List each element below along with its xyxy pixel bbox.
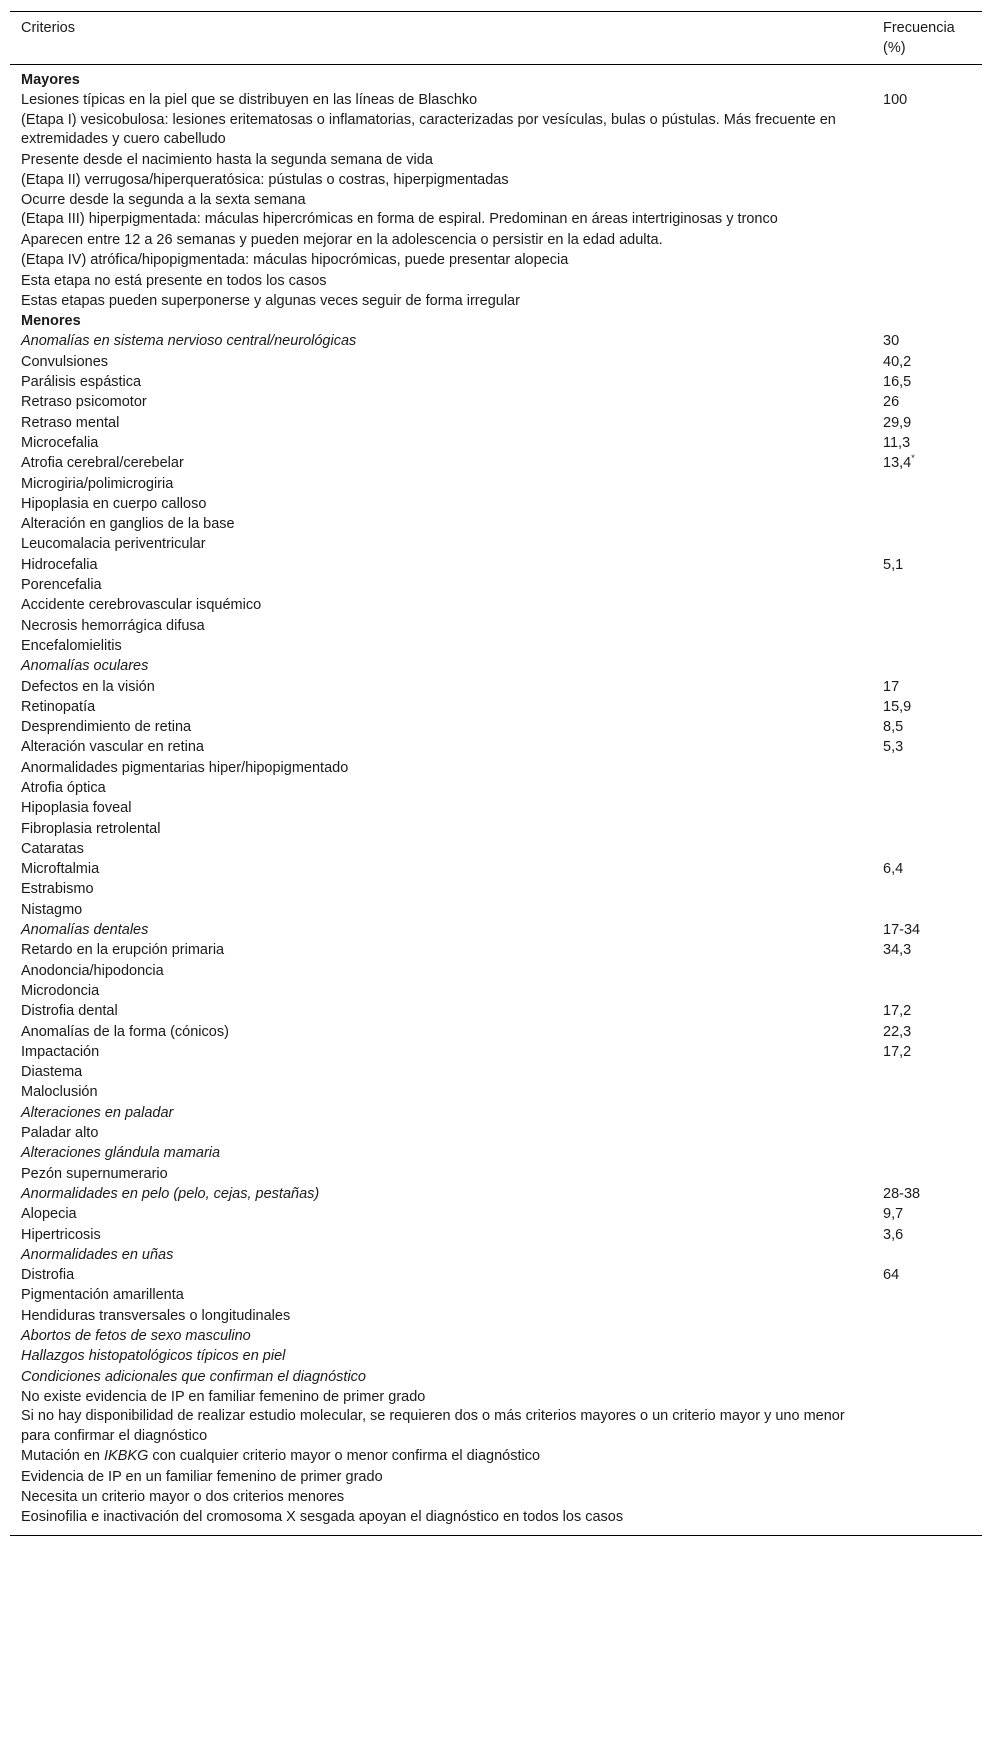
frequency-cell: [883, 1225, 982, 1245]
frequency-value: 30: [883, 333, 900, 350]
frequency-cell: [883, 111, 982, 150]
criterion-cell: Desprendimiento de retina: [21, 719, 192, 736]
frequency-cell: [883, 1001, 982, 1021]
table-header: [10, 11, 982, 65]
table-row: [10, 1306, 982, 1326]
table-row: [10, 656, 982, 676]
table-row: [10, 859, 982, 879]
criterion-cell: Si no hay disponibilidad de realizar estudio molecular, se requieren dos o más criterios mayores o un criterio mayor y uno menor para confirmar el diagnóstico: [21, 1408, 845, 1444]
frequency-cell: [883, 1022, 982, 1042]
frequency-cell: [883, 940, 982, 960]
table-row: [10, 534, 982, 554]
frequency-cell: [883, 575, 982, 595]
table-row: [10, 1164, 982, 1184]
criterion-cell: (Etapa III) hiperpigmentada: máculas hipercrómicas en forma de espiral. Predominan en áreas intertriginosas y tronco: [21, 211, 778, 228]
frequency-cell: [883, 433, 982, 453]
criterion-cell: Presente desde el nacimiento hasta la segunda semana de vida: [21, 151, 433, 168]
frequency-cell: [883, 413, 982, 433]
frequency-cell: [883, 1346, 982, 1366]
frequency-cell: [883, 1487, 982, 1507]
table-row: [10, 111, 982, 150]
frequency-value: 13,4: [883, 455, 912, 472]
criterion-cell: Anomalías oculares: [21, 658, 149, 675]
frequency-value: 8,5: [883, 719, 904, 736]
table-row: [10, 1245, 982, 1265]
table-row: [10, 170, 982, 190]
frequency-cell: [883, 961, 982, 981]
criterion-cell: Hipoplasia foveal: [21, 800, 132, 817]
criterion-cell: Condiciones adicionales que confirman el diagnóstico: [21, 1368, 366, 1385]
criterion-cell: Microgiria/polimicrogiria: [21, 475, 174, 492]
frequency-cell: [883, 859, 982, 879]
criterion-cell: Esta etapa no está presente en todos los casos: [21, 272, 327, 289]
criterion-cell: Convulsiones: [21, 353, 109, 370]
frequency-cell: [883, 1164, 982, 1184]
table-row: [10, 1082, 982, 1102]
table-row: [10, 352, 982, 372]
table-row: [10, 392, 982, 412]
frequency-cell: [883, 453, 982, 473]
frequency-cell: [883, 1123, 982, 1143]
frequency-value: 17,2: [883, 1003, 912, 1020]
criterion-cell: [10, 1446, 883, 1466]
criterion-cell: Mayores: [21, 72, 80, 88]
frequency-cell: [883, 291, 982, 311]
criterion-cell: Anormalidades en pelo (pelo, cejas, pestañas): [21, 1185, 320, 1202]
criterion-cell: (Etapa I) vesicobulosa: lesiones eritematosas o inflamatorias, caracterizadas por vesículas, bulas o pústulas. Más frecuente en extremidades y cuero cabelludo: [21, 111, 836, 148]
frequency-cell: [883, 1285, 982, 1305]
frequency-cell: [883, 778, 982, 798]
frequency-cell: [883, 311, 982, 331]
criteria-table: [10, 11, 982, 1536]
frequency-value: 6,4: [883, 861, 904, 878]
table-row: [10, 677, 982, 697]
table-row: [10, 839, 982, 859]
table-row: [10, 1204, 982, 1224]
criterion-cell: Ocurre desde la segunda a la sexta semana: [21, 192, 306, 209]
frequency-cell: [883, 250, 982, 270]
table-row: [10, 1446, 982, 1466]
table-row: [10, 595, 982, 615]
criterion-cell: Maloclusión: [21, 1084, 98, 1101]
criterion-cell: Accidente cerebrovascular isquémico: [21, 597, 262, 614]
criterion-cell: Microdoncia: [21, 982, 100, 999]
table-row: [10, 940, 982, 960]
criterion-cell: Microftalmia: [21, 861, 100, 878]
criterion-text: con cualquier criterio mayor o menor confirma el diagnóstico: [148, 1448, 541, 1465]
criterion-cell: Estas etapas pueden superponerse y algunas veces seguir de forma irregular: [21, 292, 520, 309]
frequency-value: 40,2: [883, 353, 912, 370]
frequency-value: 9,7: [883, 1206, 904, 1223]
frequency-cell: [883, 758, 982, 778]
frequency-cell: [883, 1367, 982, 1387]
criterion-cell: Encefalomielitis: [21, 637, 122, 654]
table-row: [10, 474, 982, 494]
table-row: [10, 636, 982, 656]
criterion-cell: Distrofia dental: [21, 1003, 118, 1020]
criterion-cell: Anomalías de la forma (cónicos): [21, 1023, 229, 1040]
frequency-value: 5,3: [883, 739, 904, 756]
table-row: [10, 981, 982, 1001]
frequency-cell: [883, 737, 982, 757]
criterion-cell: Fibroplasia retrolental: [21, 820, 161, 837]
criterion-cell: Anomalías dentales: [21, 922, 149, 939]
table-row: [10, 230, 982, 250]
frequency-value: 17-34: [883, 922, 921, 939]
criterion-cell: Alteraciones en paladar: [21, 1104, 174, 1121]
criterion-cell: Hipertricosis: [21, 1226, 101, 1243]
criterion-cell: (Etapa II) verrugosa/hiperqueratósica: pústulas o costras, hiperpigmentadas: [21, 171, 509, 188]
criterion-cell: Necrosis hemorrágica difusa: [21, 617, 205, 634]
table-row: [10, 1022, 982, 1042]
frequency-cell: [883, 879, 982, 899]
frequency-cell: [883, 717, 982, 737]
table-row: [10, 453, 982, 473]
criterion-cell: Atrofia cerebral/cerebelar: [21, 455, 184, 472]
frequency-cell: [883, 392, 982, 412]
frequency-cell: [883, 230, 982, 250]
frequency-cell: [883, 920, 982, 940]
frequency-cell: [883, 1184, 982, 1204]
criterion-cell: Abortos de fetos de sexo masculino: [21, 1328, 251, 1345]
table-row: [10, 1265, 982, 1285]
table-row: [10, 1103, 982, 1123]
criterion-cell: Retinopatía: [21, 698, 96, 715]
table-row: [10, 331, 982, 351]
frequency-cell: [883, 1042, 982, 1062]
criterion-cell: Distrofia: [21, 1267, 75, 1284]
criterion-cell: Alteraciones glándula mamaria: [21, 1145, 221, 1162]
table-row: [10, 879, 982, 899]
criterion-cell: Anormalidades en uñas: [21, 1246, 174, 1263]
criterion-cell: Hidrocefalia: [21, 556, 98, 573]
table-row: [10, 1346, 982, 1366]
table-row: [10, 90, 982, 110]
table-row: [10, 737, 982, 757]
table-row: [10, 819, 982, 839]
frequency-cell: [883, 190, 982, 210]
table-row: [10, 190, 982, 210]
table-row: [10, 798, 982, 818]
table-row: [10, 271, 982, 291]
frequency-value: 26: [883, 394, 900, 411]
frequency-value: 15,9: [883, 698, 912, 715]
frequency-cell: [883, 819, 982, 839]
frequency-value: 5,1: [883, 556, 904, 573]
frequency-cell: [883, 1387, 982, 1407]
frequency-cell: [883, 514, 982, 534]
criterion-cell: Leucomalacia periventricular: [21, 536, 206, 553]
frequency-value: 17: [883, 678, 900, 695]
table-row: [10, 1387, 982, 1407]
criterion-cell: Retraso psicomotor: [21, 394, 147, 411]
table-row: [10, 575, 982, 595]
frequency-cell: [883, 636, 982, 656]
table-row: [10, 616, 982, 636]
table-row: [10, 250, 982, 270]
table-row: [10, 900, 982, 920]
frequency-cell: [883, 1245, 982, 1265]
frequency-cell: [883, 271, 982, 291]
frequency-cell: [883, 1407, 982, 1446]
table-row: [10, 210, 982, 230]
criterion-cell: Porencefalia: [21, 577, 102, 594]
criterion-cell: Atrofia óptica: [21, 780, 106, 796]
frequency-cell: [883, 1103, 982, 1123]
table-row: [10, 1225, 982, 1245]
table-row: [10, 311, 982, 331]
criterion-cell: (Etapa IV) atrófica/hipopigmentada: máculas hipocrómicas, puede presentar alopecia: [21, 252, 569, 269]
frequency-cell: [883, 616, 982, 636]
table-row: [10, 717, 982, 737]
frequency-cell: [883, 352, 982, 372]
table-row: [10, 1001, 982, 1021]
table-row: [10, 1285, 982, 1305]
frequency-value: 3,6: [883, 1226, 904, 1243]
table-row: [10, 433, 982, 453]
table-row: [10, 1042, 982, 1062]
table-row: [10, 1507, 982, 1527]
table-row: [10, 413, 982, 433]
criterion-cell: Menores: [21, 313, 81, 330]
criterion-text: Mutación en: [21, 1448, 105, 1465]
frequency-cell: [883, 1204, 982, 1224]
frequency-cell: [883, 1306, 982, 1326]
criterion-cell: Retardo en la erupción primaria: [21, 942, 225, 959]
criterion-cell: Impactación: [21, 1043, 100, 1060]
criterion-cell: Estrabismo: [21, 881, 94, 898]
frequency-value: 29,9: [883, 414, 912, 431]
frequency-cell: [883, 900, 982, 920]
criterion-cell: Alteración vascular en retina: [21, 739, 204, 756]
frequency-cell: [883, 331, 982, 351]
table-row: [10, 1487, 982, 1507]
table-row: [10, 150, 982, 170]
criterion-cell: Aparecen entre 12 a 26 semanas y pueden mejorar en la adolescencia o persistir en la edad adulta.: [21, 231, 663, 248]
table-bottom-spacer: [10, 1527, 982, 1535]
criterion-cell: Anodoncia/hipodoncia: [21, 962, 164, 979]
table-body: [10, 70, 982, 1536]
header-criterios: Criterios: [21, 20, 75, 36]
table-row: [10, 291, 982, 311]
frequency-cell: [883, 534, 982, 554]
frequency-cell: [883, 981, 982, 1001]
frequency-value: 22,3: [883, 1023, 912, 1040]
criterion-cell: Paladar alto: [21, 1125, 99, 1142]
table-row: [10, 372, 982, 392]
table-row: [10, 1326, 982, 1346]
frequency-cell: [883, 1082, 982, 1102]
frequency-cell: [883, 1062, 982, 1082]
frequency-cell: [883, 677, 982, 697]
frequency-cell: [883, 555, 982, 575]
frequency-cell: [883, 1467, 982, 1487]
criterion-cell: Retraso mental: [21, 414, 120, 431]
frequency-value: 100: [883, 92, 908, 109]
criterion-cell: Lesiones típicas en la piel que se distribuyen en las líneas de Blaschko: [21, 92, 478, 109]
criterion-cell: Evidencia de IP en un familiar femenino de primer grado: [21, 1468, 383, 1485]
criterion-cell: Alteración en ganglios de la base: [21, 516, 235, 533]
table-row: [10, 555, 982, 575]
frequency-cell: [883, 697, 982, 717]
frequency-cell: [883, 494, 982, 514]
frequency-cell: [883, 798, 982, 818]
table-row: [10, 1062, 982, 1082]
frequency-cell: [883, 372, 982, 392]
frequency-value: 64: [883, 1267, 900, 1284]
table-row: [10, 697, 982, 717]
table-row: [10, 961, 982, 981]
frequency-cell: [883, 656, 982, 676]
table-row: [10, 1123, 982, 1143]
header-frecuencia: Frecuencia (%): [883, 20, 955, 56]
table-row: [10, 70, 982, 90]
criterion-cell: Parálisis espástica: [21, 374, 142, 391]
criterion-cell: Anormalidades pigmentarias hiper/hipopigmentado: [21, 759, 349, 776]
frequency-cell: [883, 1446, 982, 1466]
frequency-cell: [883, 474, 982, 494]
criterion-cell: Cataratas: [21, 840, 84, 857]
frequency-value: 28-38: [883, 1185, 921, 1202]
table-row: [10, 1143, 982, 1163]
frequency-value: 34,3: [883, 942, 912, 959]
table-row: [10, 514, 982, 534]
gene-name: IKBKG: [104, 1448, 149, 1465]
frequency-cell: [883, 595, 982, 615]
criterion-cell: Hipoplasia en cuerpo calloso: [21, 495, 207, 512]
frequency-cell: [883, 210, 982, 230]
table-row: [10, 920, 982, 940]
frequency-cell: [883, 70, 982, 90]
criterion-cell: Microcefalia: [21, 434, 99, 451]
frequency-cell: [883, 1265, 982, 1285]
frequency-cell: [883, 1507, 982, 1527]
criterion-cell: Alopecia: [21, 1206, 77, 1223]
frequency-value: 16,5: [883, 374, 912, 391]
criterion-cell: Necesita un criterio mayor o dos criterios menores: [21, 1488, 345, 1505]
frequency-cell: [883, 150, 982, 170]
frequency-cell: [883, 839, 982, 859]
frequency-value: 17,2: [883, 1043, 912, 1060]
table-row: [10, 494, 982, 514]
footnote-marker: *: [911, 453, 915, 464]
criterion-cell: Hallazgos histopatológicos típicos en piel: [21, 1348, 286, 1365]
criterion-cell: Eosinofilia e inactivación del cromosoma X sesgada apoyan el diagnóstico en todos los casos: [21, 1509, 624, 1526]
criterion-cell: No existe evidencia de IP en familiar femenino de primer grado: [21, 1388, 426, 1405]
table-row: [10, 1184, 982, 1204]
table-row: [10, 1467, 982, 1487]
table-row: [10, 1367, 982, 1387]
criterion-cell: Anomalías en sistema nervioso central/neurológicas: [21, 333, 357, 350]
criterion-cell: Nistagmo: [21, 901, 83, 918]
frequency-cell: [883, 90, 982, 110]
table-row: [10, 758, 982, 778]
frequency-cell: [883, 1143, 982, 1163]
frequency-cell: [883, 170, 982, 190]
table-row: [10, 1407, 982, 1446]
criterion-cell: Pezón supernumerario: [21, 1165, 168, 1182]
frequency-cell: [883, 1326, 982, 1346]
criterion-cell: Hendiduras transversales o longitudinales: [21, 1307, 291, 1324]
frequency-value: 11,3: [883, 434, 911, 451]
criterion-cell: Diastema: [21, 1064, 83, 1081]
table-row: [10, 778, 982, 798]
criterion-cell: Defectos en la visión: [21, 678, 155, 695]
criterion-cell: Pigmentación amarillenta: [21, 1287, 184, 1304]
